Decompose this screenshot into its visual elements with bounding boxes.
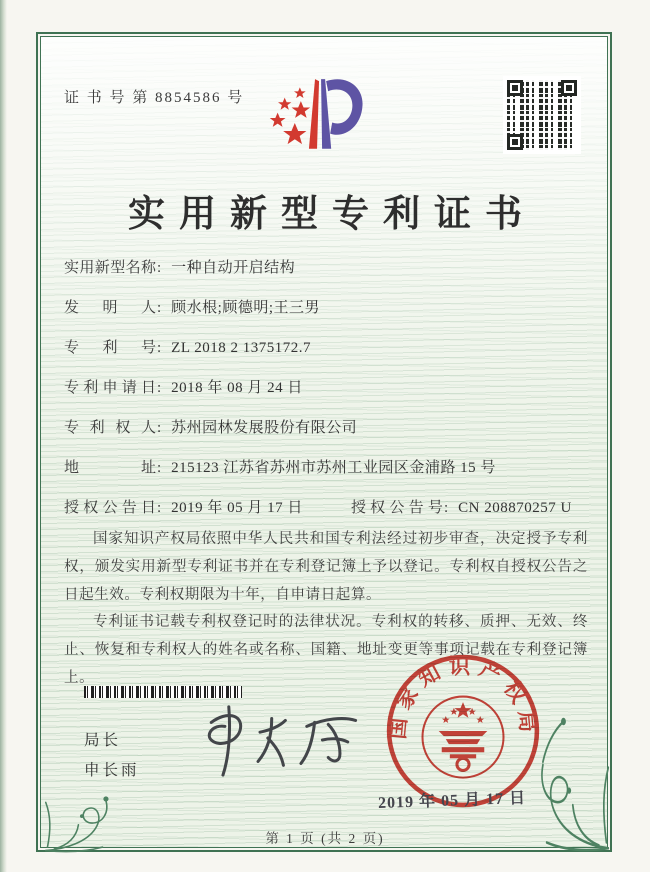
field-value: CN 208870257 U xyxy=(458,500,572,516)
scan-left-edge xyxy=(0,0,7,872)
director-title: 局长 xyxy=(84,732,122,749)
legal-paragraph-2: 专利证书记载专利权登记时的法律状况。专利权的转移、质押、无效、终止、恢复和专利权人的姓名或名称、国籍、地址变更等事项记载在专利登记簿上。 xyxy=(64,614,588,687)
certificate-number: 证 书 号 第 8854586 号 xyxy=(64,90,245,106)
seal-date: 2019 年 05 月 17 日 xyxy=(377,789,527,813)
director-name: 申长雨 xyxy=(84,762,140,779)
field-row-filing-date: 专利申请日: 2018 年 08 月 24 日 xyxy=(64,377,588,399)
field-label: 地址 xyxy=(64,460,156,476)
field-value: 2018 年 08 月 24 日 xyxy=(171,380,303,396)
field-value: 一种自动开启结构 xyxy=(171,260,296,276)
cnipa-patent-logo-icon xyxy=(263,72,365,168)
national-emblem-icon xyxy=(423,697,504,778)
field-row-address: 地址: 215123 江苏省苏州市苏州工业园区金浦路 15 号 xyxy=(64,457,588,479)
certificate-title: 实用新型专利证书 xyxy=(128,194,536,235)
field-grant-number: 授权公告号: CN 208870257 U xyxy=(351,497,572,519)
field-value: 顾水根;顾德明;王三男 xyxy=(171,300,321,316)
director-block xyxy=(84,726,140,786)
field-row-utility-model-name: 实用新型名称: 一种自动开启结构 xyxy=(64,257,588,279)
qr-finder-topright xyxy=(561,80,577,96)
field-value: 苏州园林发展股份有限公司 xyxy=(171,420,358,436)
field-value: 215123 江苏省苏州市苏州工业园区金浦路 15 号 xyxy=(171,460,496,476)
page-number: 第 1 页 (共 2 页) xyxy=(265,831,385,846)
qr-code xyxy=(507,80,577,150)
field-grant-date: 授权公告日: 2019 年 05 月 17 日 xyxy=(64,497,303,519)
director-signature-icon xyxy=(182,692,377,787)
field-row-patent-number: 专利号: ZL 2018 2 1375172.7 xyxy=(64,337,588,359)
certificate-fields xyxy=(64,257,588,519)
field-row-grant xyxy=(64,497,588,519)
field-label: 授权公告日 xyxy=(64,500,156,516)
field-label: 实用新型名称 xyxy=(64,260,156,276)
seal-ring-text: 国家知识产权局 xyxy=(385,654,541,741)
qr-finder-topleft xyxy=(507,80,523,96)
field-label: 授权公告号 xyxy=(350,500,443,516)
field-value: ZL 2018 2 1375172.7 xyxy=(171,340,311,356)
field-value: 2019 年 05 月 17 日 xyxy=(171,500,303,516)
field-label: 专利号 xyxy=(64,340,156,356)
field-label: 专利申请日 xyxy=(64,380,156,396)
field-label: 专利权人 xyxy=(64,420,156,436)
field-label: 发明人 xyxy=(64,300,156,316)
legal-paragraph-1: 国家知识产权局依照中华人民共和国专利法经过初步审查，决定授予专利权，颁发实用新型专利证书并在专利登记簿上予以登记。专利权自授权公告之日起生效。专利权期限为十年，自申请日起算。 xyxy=(64,531,588,603)
field-row-patentee: 专利权人: 苏州园林发展股份有限公司 xyxy=(64,417,588,439)
field-row-inventors: 发明人: 顾水根;顾德明;王三男 xyxy=(64,297,588,319)
qr-finder-bottomleft xyxy=(507,134,523,150)
